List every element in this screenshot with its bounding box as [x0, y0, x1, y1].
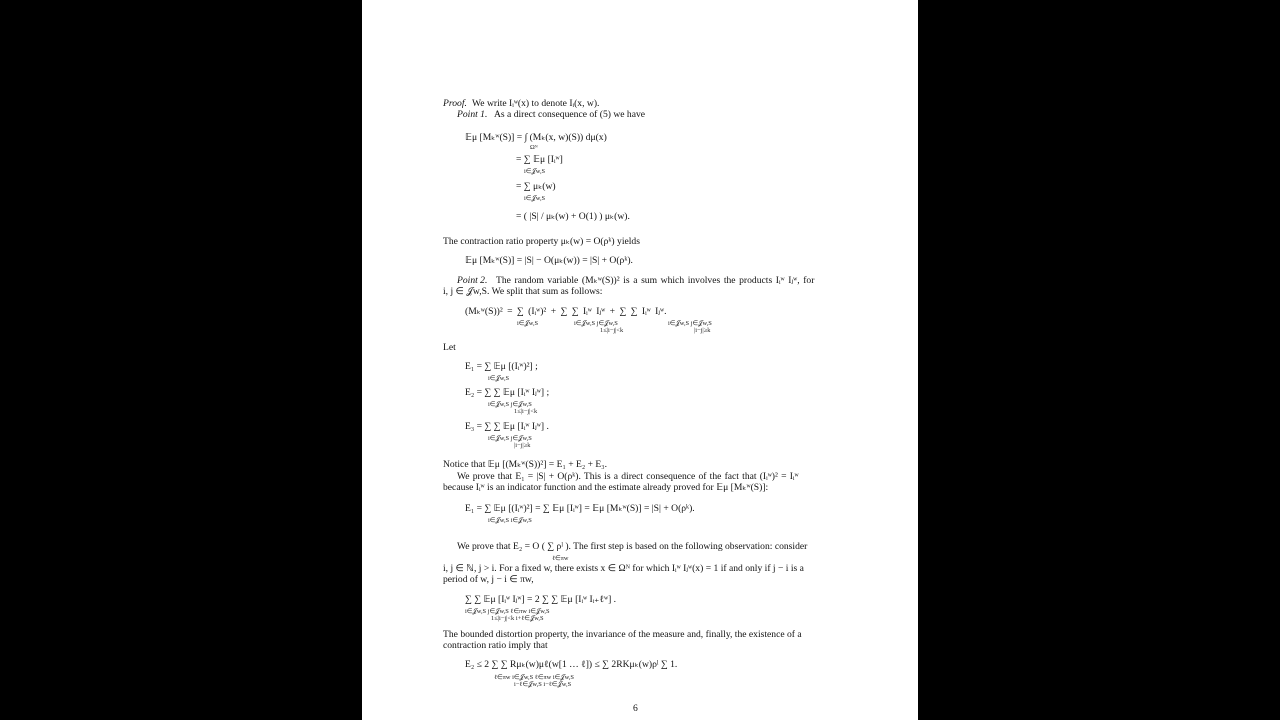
equation-subscript: i∈𝒥w,S j∈𝒥w,S: [574, 320, 618, 327]
equation-line: = ∑ 𝔼μ [Iᵢʷ]: [516, 154, 563, 165]
paragraph-line: i, j ∈ 𝒥w,S. We split that sum as follows:: [443, 286, 603, 297]
proof-label: Proof.: [443, 98, 467, 109]
paragraph-line: i, j ∈ ℕ, j > i. For a fixed w, there exists x ∈ Ωᴺ for which Iᵢʷ Iⱼʷ(x) = 1 if and only if j − i is a: [443, 563, 804, 574]
paragraph-line: We prove that E₂ = O ( ∑ ρˡ ). The first step is based on the following observation: consider: [457, 541, 808, 552]
equation-subscript: i∈𝒥w,S j∈𝒥w,S: [488, 401, 532, 408]
equation-subscript: 1≤|i−j|<k i+ℓ∈𝒥w,S: [491, 615, 544, 622]
paragraph-line: The random variable (Mₖʷ(S))² is a sum which involves the products Iᵢʷ Iⱼʷ, for: [496, 275, 815, 286]
equation-line: E₁ = ∑ 𝔼μ [(Iᵢʷ)²] = ∑ 𝔼μ [Iᵢʷ] = 𝔼μ [Mₖʷ(S)] = |S| + O(ρᵏ).: [465, 503, 695, 514]
equation-subscript: Ωᴺ: [530, 144, 538, 151]
equation-subscript: |i−j|≥k: [694, 327, 711, 334]
equation-line: 𝔼μ [Mₖʷ(S)] = |S| − O(μₖ(w)) = |S| + O(ρᵏ).: [465, 255, 633, 266]
equation-subscript: |i−j|≥k: [514, 442, 531, 449]
equation-line: E₂ = ∑ ∑ 𝔼μ [Iᵢʷ Iⱼʷ] ;: [465, 387, 550, 398]
equation-subscript: i∈𝒥w,S: [524, 195, 546, 202]
equation-line: 𝔼μ [Mₖʷ(S)] = ∫ (Mₖ(x, w)(S)) dμ(x): [465, 132, 607, 143]
proof-text: We write Iᵢʷ(x) to denote Iᵢ(x, w).: [472, 98, 600, 109]
equation-subscript: i∈𝒥w,S: [517, 320, 539, 327]
equation-line: (Mₖʷ(S))² = ∑ (Iᵢʷ)² + ∑ ∑ Iᵢʷ Iⱼʷ + ∑ ∑ Iᵢʷ Iⱼʷ.: [465, 306, 667, 317]
equation-subscript: i∈𝒥w,S: [488, 375, 510, 382]
equation-subscript: 1≤|i−j|<k: [514, 408, 538, 415]
equation-line: E₂ ≤ 2 ∑ ∑ Rμₖ(w)μℓ(w[1 … ℓ]) ≤ ∑ 2RKμₖ(w)ρˡ ∑ 1.: [465, 659, 678, 670]
paragraph-line: We prove that E₁ = |S| + O(ρᵏ). This is a direct consequence of the fact that (Iᵢʷ)² = Iᵢʷ: [457, 471, 799, 482]
page-number: 6: [633, 703, 638, 714]
paragraph-line: contraction ratio imply that: [443, 640, 548, 651]
equation-subscript: 1≤|i−j|<k: [600, 327, 624, 334]
equation-line: = ∑ μₖ(w): [516, 181, 556, 192]
equation-subscript: i∈𝒥w,S i∈𝒥w,S: [488, 517, 532, 524]
paragraph-line: The bounded distortion property, the invariance of the measure and, finally, the existence of a: [443, 629, 802, 640]
equation-subscript: i∈𝒥w,S j∈𝒥w,S: [488, 435, 532, 442]
paragraph-line: period of w, j − i ∈ πw,: [443, 574, 534, 585]
paragraph-line: The contraction ratio property μₖ(w) = O(ρᵏ) yields: [443, 236, 640, 247]
equation-subscript: i−ℓ∈𝒥w,S i−ℓ∈𝒥w,S: [514, 681, 572, 688]
equation-line: = ( |S| / μₖ(w) + O(1) ) μₖ(w).: [516, 211, 630, 222]
equation-subscript: i∈𝒥w,S j∈𝒥w,S: [668, 320, 712, 327]
equation-line: E₃ = ∑ ∑ 𝔼μ [Iᵢʷ Iⱼʷ] .: [465, 421, 549, 432]
equation-subscript: ℓ∈πw i∈𝒥w,S ℓ∈πw i∈𝒥w,S: [494, 674, 574, 681]
paragraph-line: Let: [443, 342, 456, 353]
equation-subscript: ℓ∈πw: [552, 555, 569, 562]
equation-line: ∑ ∑ 𝔼μ [Iᵢʷ Iⱼʷ] = 2 ∑ ∑ 𝔼μ [Iᵢʷ Iᵢ₊ℓʷ] .: [465, 594, 617, 605]
equation-subscript: i∈𝒥w,S: [524, 168, 546, 175]
point1-label: Point 1.: [457, 109, 488, 120]
equation-subscript: i∈𝒥w,S j∈𝒥w,S ℓ∈πw i∈𝒥w,S: [465, 608, 550, 615]
document-page: [362, 0, 918, 720]
point1-text: As a direct consequence of (5) we have: [494, 109, 646, 120]
paragraph-line: Notice that 𝔼μ [(Mₖʷ(S))²] = E₁ + E₂ + E₃.: [443, 459, 608, 470]
equation-line: E₁ = ∑ 𝔼μ [(Iᵢʷ)²] ;: [465, 361, 538, 372]
point2-label: Point 2.: [457, 275, 488, 286]
paragraph-line: because Iᵢʷ is an indicator function and the estimate already proved for 𝔼μ [Mₖʷ(S)]:: [443, 482, 769, 493]
